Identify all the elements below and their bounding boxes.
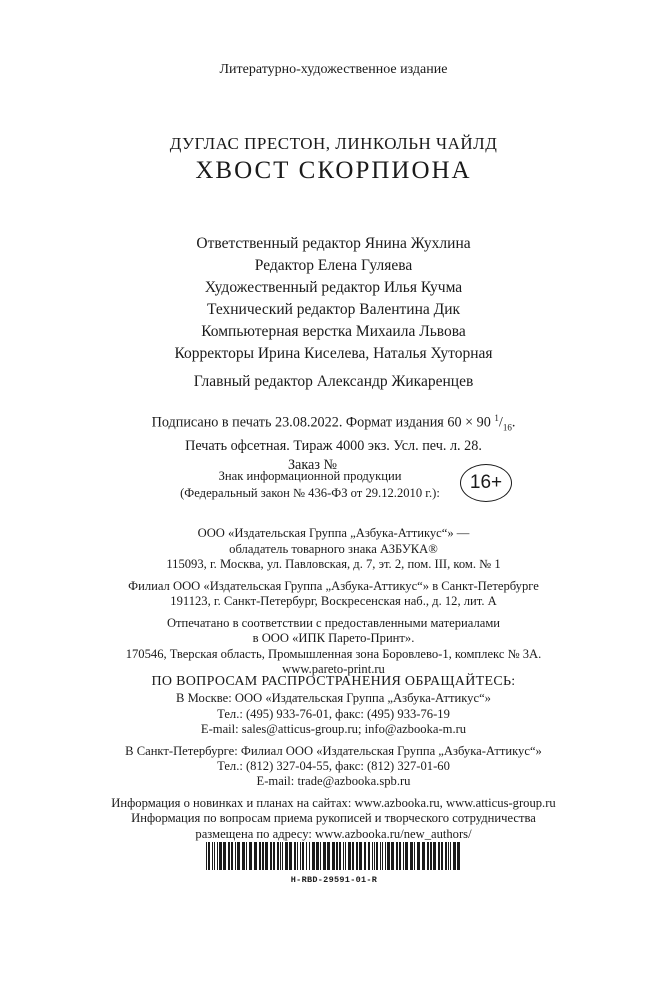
book-title: ХВОСТ СКОРПИОНА [195,157,472,184]
barcode-bar [441,842,443,870]
barcode-bar [212,842,213,870]
barcode-bar [277,842,279,870]
information-product-sign [175,468,445,502]
barcode-bar [445,842,447,870]
print-signed-suffix: . [511,414,516,431]
barcode-bar [280,842,281,870]
credit-proofreaders: Корректоры Ирина Киселева, Наталья Хуторная [174,345,493,362]
barcode-bar [235,842,236,870]
barcode-text: H-RBD-29591-01-R [290,875,378,885]
info-sign-law: (Федеральный закон № 436-ФЗ от 29.12.2010 г.): [180,486,440,500]
barcode-bar [339,842,341,870]
barcode-bar [246,842,247,870]
spb-contact: В Санкт-Петербурге: Филиал ООО «Издательская Группа „Азбука-Аттикус“» [125,743,542,758]
credit-responsible-editor: Ответственный редактор Янина Жухлина [196,235,471,252]
barcode-bar [372,842,373,870]
age-rating-badge: 16+ [460,464,512,502]
barcode-bar [208,842,210,870]
credit-editor: Редактор Елена Гуляева [254,257,413,274]
barcode-bar [391,842,394,870]
barcode-bar [219,842,222,870]
barcode-bar [376,842,378,870]
barcode-bar [438,842,440,870]
book-authors: ДУГЛАС ПРЕСТОН, ЛИНКОЛЬН ЧАЙЛД [169,134,498,153]
format-fraction-numerator: 1 [494,413,499,423]
barcode-bar [336,842,338,870]
moscow-contact: В Москве: ООО «Издательская Группа „Азбука-Аттикус“» [176,691,491,706]
printer-address: 170546, Тверская область, Промышленная зона Боровлево-1, комплекс № 3А. [125,646,542,661]
publisher-name: ООО «Издательская Группа „Азбука-Аттикус“» — [197,526,470,540]
barcode-bar [414,842,415,870]
barcode-bar [450,842,451,870]
credit-layout: Компьютерная верстка Михаила Львова [201,323,466,340]
barcode-bar [254,842,257,870]
barcode-bar [306,842,307,870]
barcode-bar [368,842,370,870]
barcode-bar [332,842,335,870]
barcode-bar [297,842,298,870]
barcode-bar [327,842,330,870]
barcode-bar [242,842,245,870]
barcode-bar [448,842,449,870]
barcode-bar [302,842,304,870]
barcode-bar [316,842,319,870]
print-run-line: Печать офсетная. Тираж 4000 экз. Усл. печ. л. 28. [185,438,482,455]
barcode-bar [206,842,207,870]
barcode-bar [433,842,436,870]
barcode-bar [249,842,252,870]
barcode-bar [320,842,321,870]
barcode-bar [352,842,354,870]
branch-address: 191123, г. Санкт-Петербург, Воскресенская наб., д. 12, лит. А [170,594,497,608]
barcode-bar [309,842,310,870]
barcode-bar [422,842,425,870]
barcode-bar [356,842,358,870]
barcode-bar [285,842,288,870]
order-number-label: Заказ № [287,456,338,473]
print-signed-text: Подписано в печать 23.08.2022. Формат издания 60 × 90 [151,414,495,431]
barcode-bar [399,842,401,870]
edition-type: Литературно-художественное издание [219,62,448,77]
barcode-bar [364,842,366,870]
format-fraction-denominator: 16 [502,422,512,433]
barcode-bar [231,842,233,870]
credits-list [0,233,667,393]
barcode-bar [262,842,264,870]
info-sign-title: Знак информационной продукции [218,469,402,483]
barcode-bar [430,842,432,870]
barcode-bar [385,842,386,870]
barcode-bar [228,842,230,870]
barcode-bar [417,842,420,870]
credit-technical-editor: Технический редактор Валентина Дик [206,301,461,318]
barcode-bar [410,842,413,870]
format-fraction-separator: / [498,414,503,431]
moscow-email: E-mail: sales@atticus-group.ru; info@azbooka-m.ru [200,722,467,737]
credit-chief-editor: Главный редактор Александр Жикаренцев [193,373,474,390]
barcode-bar [270,842,272,870]
publisher-address: 115093, г. Москва, ул. Павловская, д. 7, эт. 2, пом. III, ком. № 1 [166,557,501,571]
manuscripts-url: размещена по адресу: www.azbooka.ru/new_authors/ [195,826,472,841]
barcode-bar [214,842,215,870]
credit-art-editor: Художественный редактор Илья Кучма [204,279,463,296]
printer-note: Отпечатано в соответствии с предоставленными материалами [166,615,501,630]
barcode-bar [237,842,240,870]
barcode-bar [403,842,404,870]
barcode-bar [289,842,292,870]
barcode-bar [374,842,375,870]
print-info [0,409,667,474]
barcode-bar [343,842,344,870]
barcode-bar [323,842,326,870]
barcode-bar [217,842,218,870]
printer-website: www.pareto-print.ru [282,662,385,676]
barcode-bar [457,842,460,870]
barcode-bar [380,842,381,870]
manuscripts-info: Информация по вопросам приема рукописей и творческого сотрудничества [131,811,536,826]
news-sites: Информация о новинках и планах на сайтах: www.azbooka.ru, www.atticus-group.ru [111,795,556,810]
branch-name: Филиал ООО «Издательская Группа „Азбука-Аттикус“» в Санкт-Петербурге [128,578,539,593]
barcode-bar [396,842,398,870]
barcode-bar [345,842,346,870]
barcode-bar [273,842,275,870]
barcode [204,842,464,870]
print-signed-line [0,409,667,437]
barcode-bar [294,842,296,870]
barcode-bar [259,842,261,870]
barcode-bar [382,842,383,870]
barcode-bar [453,842,456,870]
barcode-bar [265,842,268,870]
distribution-info [0,674,667,842]
barcode-bar [348,842,351,870]
barcode-bar [300,842,301,870]
barcode-bar [312,842,315,870]
barcode-bar [405,842,408,870]
barcode-bar [387,842,390,870]
spb-phone: Тел.: (812) 327-04-55, факс: (812) 327-01-60 [217,759,450,774]
barcode-bar [359,842,362,870]
printer-name: в ООО «ИПК Парето-Принт». [252,631,415,645]
publisher-trademark: обладатель товарного знака АЗБУКА® [229,541,438,556]
barcode-bar [282,842,283,870]
moscow-phone: Тел.: (495) 933-76-01, факс: (495) 933-76-19 [217,706,450,721]
barcode-bar [223,842,226,870]
spb-email: E-mail: trade@azbooka.spb.ru [256,774,411,789]
barcode-bar [427,842,429,870]
distribution-heading: ПО ВОПРОСАМ РАСПРОСТРАНЕНИЯ ОБРАЩАЙТЕСЬ: [151,674,516,689]
publisher-imprint [0,526,667,678]
